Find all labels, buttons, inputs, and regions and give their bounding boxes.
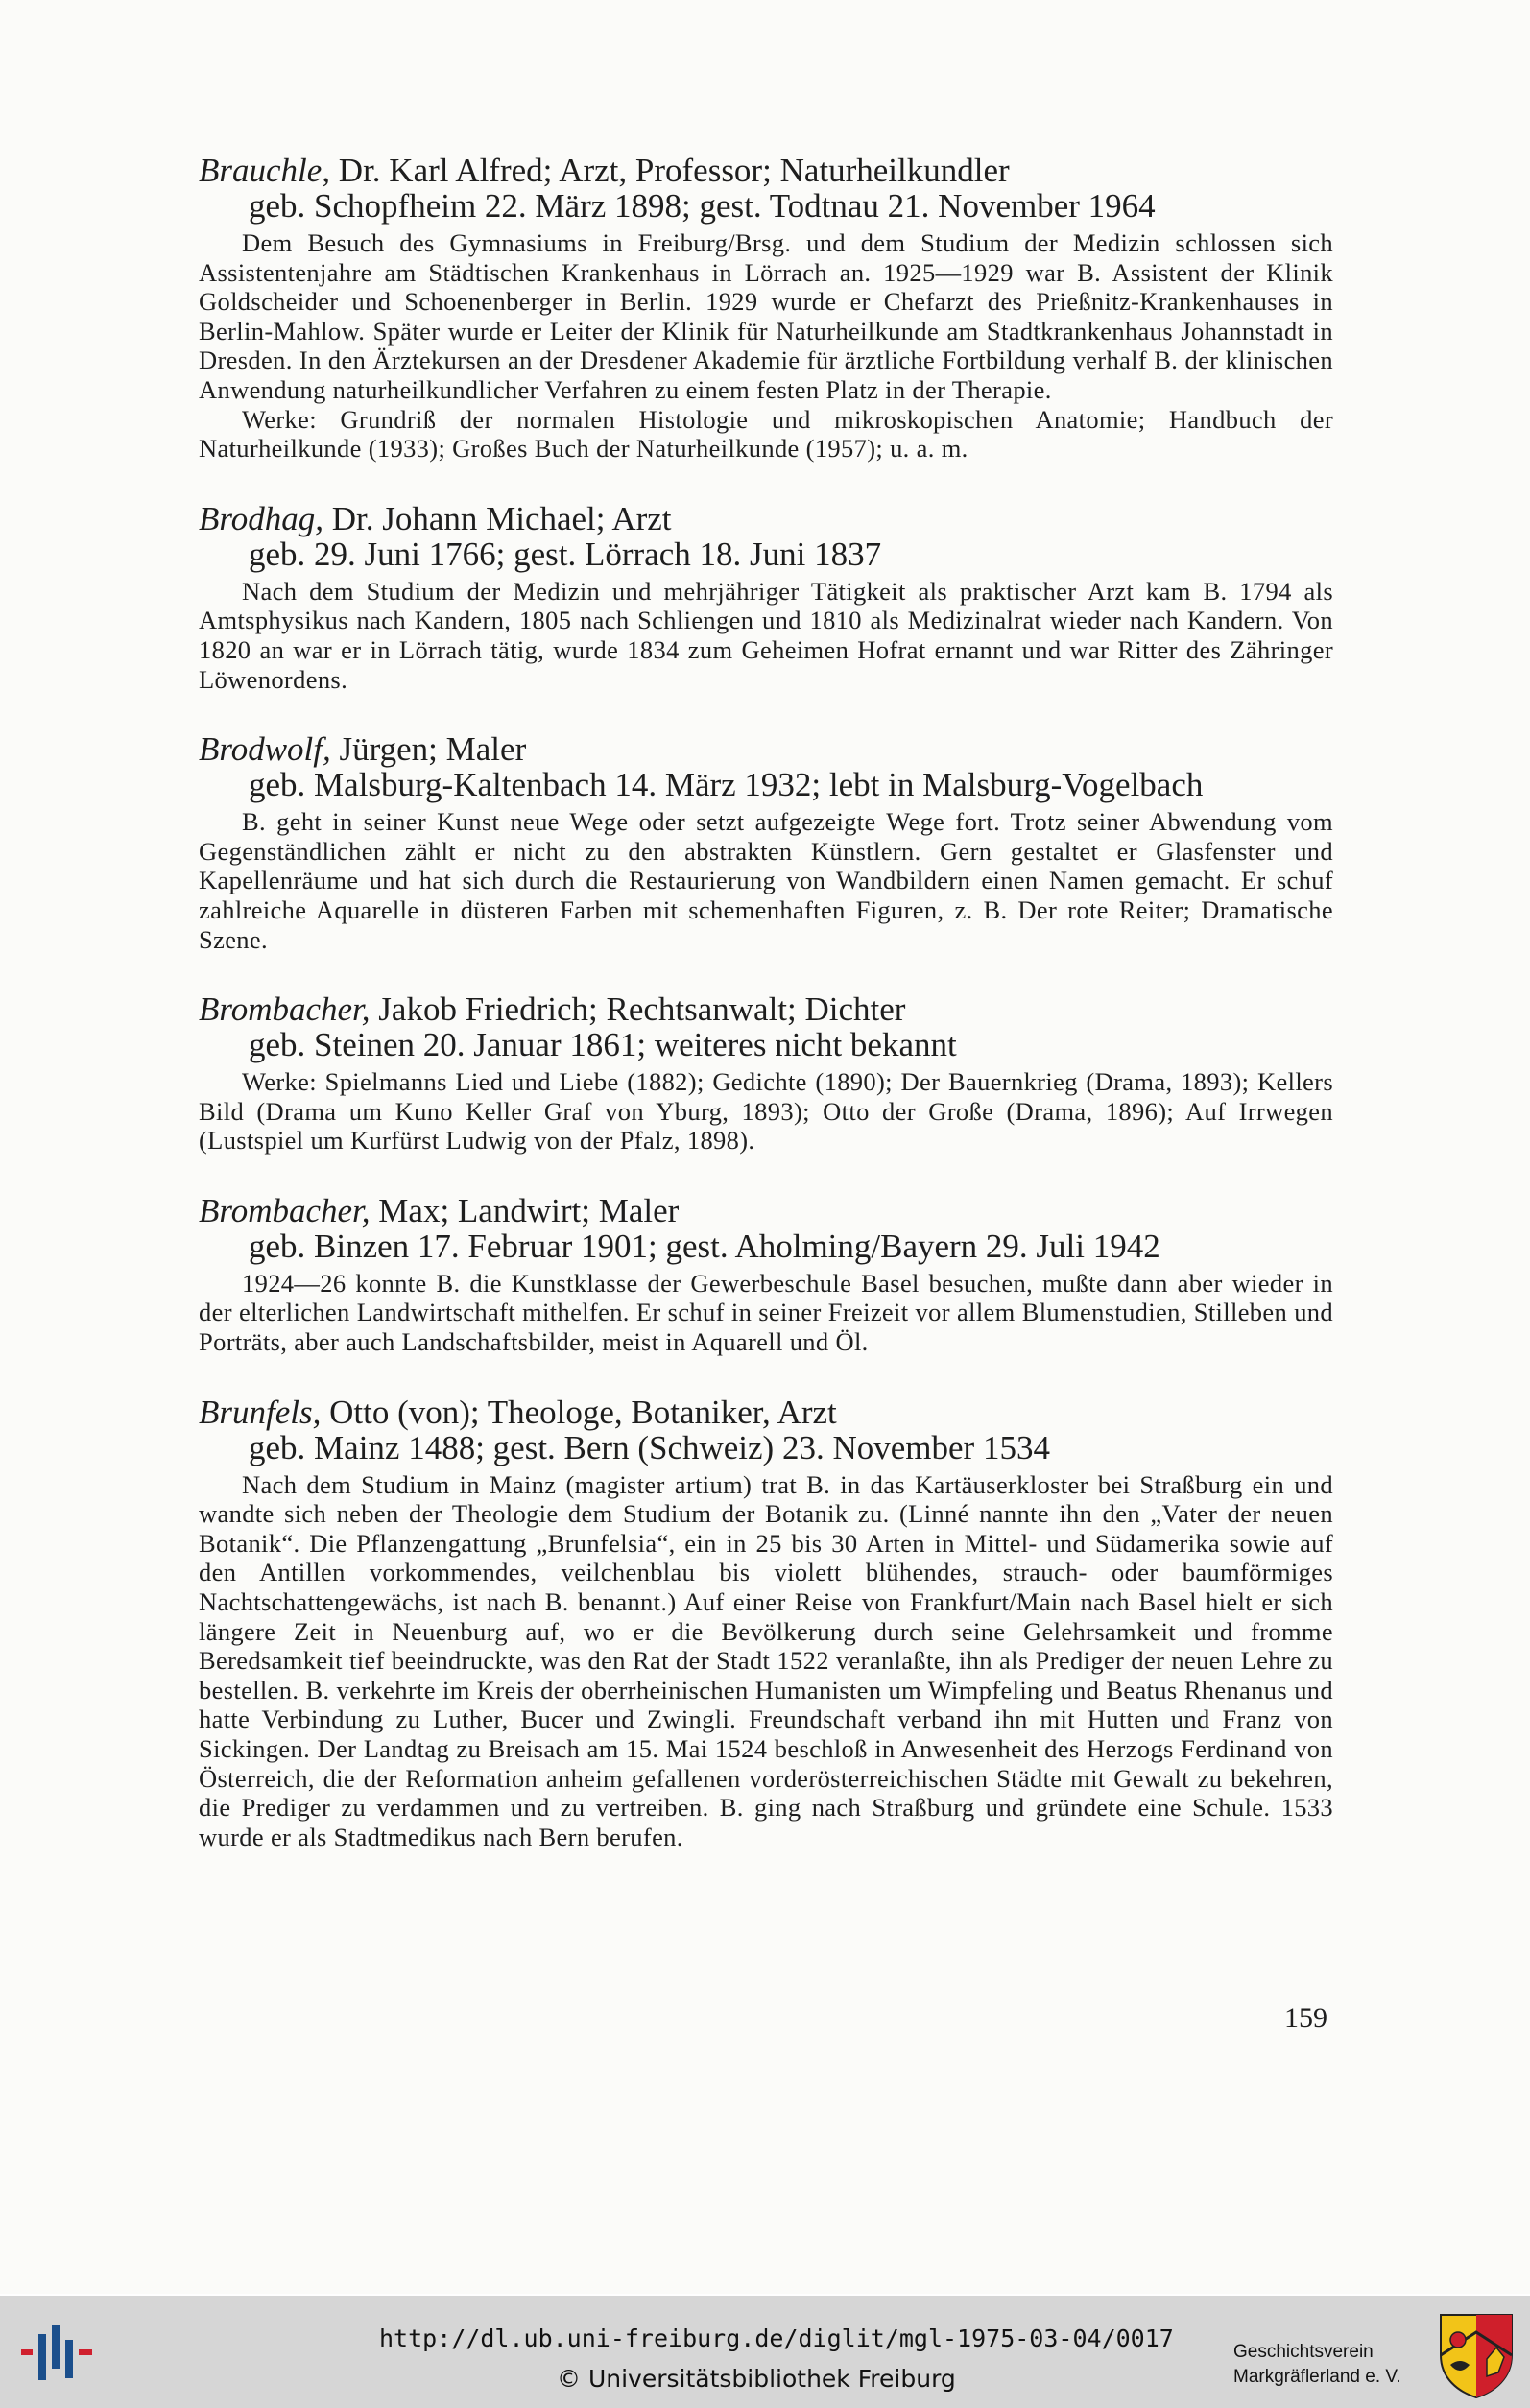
entry-life-dates: geb. Mainz 1488; gest. Bern (Schweiz) 23. November 1534 bbox=[249, 1428, 1050, 1466]
entry-life-dates: geb. Malsburg-Kaltenbach 14. März 1932; lebt in Malsburg-Vogelbach bbox=[249, 766, 1204, 804]
entry-surname: Brunfels, bbox=[199, 1393, 322, 1431]
entry-paragraph: Dem Besuch des Gymnasiums in Freiburg/Brsg. und dem Studium der Medizin schlossen sich Assistentenjahre am Städtischen Krankenhaus in Lörrach an. 1925—1929 war B. Assistent der Klinik Goldscheider und Schoenenberger in Berlin. 1929 wurde er Chefarzt des Prießnitz-Krankenhauses in Berlin-Mahlow. Später wurde er Leiter der Klinik für Naturheilkunde am Stadtkrankenhaus Johannstadt in Dresden. In den Ärztekursen an der Dresdener Akademie für ärztliche Fortbildung verhalf B. der klinischen Anwendung naturheilkundlicher Verfahren zu einem festen Platz in der Therapie. bbox=[199, 228, 1333, 404]
coat-of-arms-icon bbox=[1437, 2311, 1516, 2399]
permalink-url[interactable]: http://dl.ub.uni-freiburg.de/diglit/mgl-1975-03-04/0017 bbox=[379, 2325, 1174, 2352]
entry-surname: Brauchle, bbox=[199, 152, 331, 189]
entry-paragraph: Werke: Grundriß der normalen Histologie und mikroskopischen Anatomie; Handbuch der Naturheilkunde (1933); Großes Buch der Naturheilkunde (1957); u. a. m. bbox=[199, 404, 1333, 464]
entry-heading bbox=[199, 499, 1333, 537]
entry-brombacher-max bbox=[199, 1191, 1333, 1357]
entry-life-dates: geb. Schopfheim 22. März 1898; gest. Todtnau 21. November 1964 bbox=[249, 187, 1156, 225]
entry-surname: Brombacher, bbox=[199, 1191, 371, 1229]
entry-name-details: Dr. Johann Michael; Arzt bbox=[323, 499, 672, 537]
ub-freiburg-logo-icon[interactable] bbox=[21, 2325, 96, 2380]
entry-heading bbox=[199, 1395, 1333, 1430]
entry-heading bbox=[199, 992, 1333, 1027]
entry-heading bbox=[199, 1191, 1333, 1229]
entry-name-details: Otto (von); Theologe, Botaniker, Arzt bbox=[321, 1393, 837, 1431]
entry-heading bbox=[199, 154, 1333, 188]
entry-name-details: Jürgen; Maler bbox=[330, 730, 527, 769]
entry-heading bbox=[199, 732, 1333, 767]
entry-paragraph: 1924—26 konnte B. die Kunstklasse der Gewerbeschule Basel besuchen, mußte dann aber wieder in der elterlichen Landwirtschaft mithelfen. Er schuf in seiner Freizeit vor allem Blumenstudien, Stilleben und Porträts, aber auch Landschaftsbilder, meist in Aquarell und Öl. bbox=[199, 1268, 1333, 1357]
society-name bbox=[1233, 2340, 1401, 2390]
entry-brombacher-jakob bbox=[199, 992, 1333, 1156]
entry-paragraph: Nach dem Studium in Mainz (magister artium) trat B. in das Kartäuserkloster bei Straßburg ein und wandte sich neben der Theologie dem Studium der Botanik zu. (Linné nannte ihn den „Vater der neuen Botanik“. Die Pflanzengattung „Brunfelsia“, ein in 25 bis 30 Arten in Mittel- und Südamerika sowie auf den Antillen vorkommendes, veilchenblau bis violett blühendes, strauch- oder baumförmiges Nachtschattengewächs, ist nach B. benannt.) Auf einer Reise von Frankfurt/Main nach Basel hielt er sich längere Zeit in Neuenburg auf, wo er die Bevölkerung durch seine Gelehrsamkeit und fromme Beredsamkeit tief beeindruckte, was den Rat der Stadt 1522 veranlaßte, ihn als Prediger der neuen Lehre zu bestellen. B. verkehrte im Kreis der oberrheinischen Humanisten um Wimpfeling und Beatus Rhenanus und hatte Verbindung zu Luther, Bucer und Zwingli. Freundschaft verband ihn mit Hutten und Franz von Sickingen. Der Landtag zu Breisach am 15. Mai 1524 beschloß in Anwesenheit des Herzogs Ferdinand von Österreich, die der Reformation anheim gefallenen vorderösterreichischen Städte mit Gewalt zu bekehren, die Prediger zu verdammen und zu vertreiben. B. ging nach Straßburg und gründete eine Schule. 1533 wurde er als Stadtmedikus nach Bern berufen. bbox=[199, 1469, 1333, 1851]
footer-bar bbox=[0, 2296, 1530, 2408]
entry-name-details: Dr. Karl Alfred; Arzt, Professor; Naturheilkundler bbox=[330, 152, 1010, 189]
society-name-line1: Geschichtsverein bbox=[1233, 2342, 1374, 2362]
entry-surname: Brombacher, bbox=[199, 990, 371, 1029]
page-number: 159 bbox=[1284, 2002, 1327, 2034]
entry-paragraph: Werke: Spielmanns Lied und Liebe (1882); Gedichte (1890); Der Bauernkrieg (Drama, 1893); Kellers Bild (Drama um Kuno Keller Graf von Yburg, 1893); Otto der Große (Drama, 1896); Auf Irrwegen (Lustspiel um Kurfürst Ludwig von der Pfalz, 1898). bbox=[199, 1067, 1333, 1156]
society-name-line2: Markgräflerland e. V. bbox=[1233, 2367, 1401, 2387]
entry-surname: Brodhag, bbox=[199, 499, 323, 537]
entry-surname: Brodwolf, bbox=[199, 730, 331, 769]
entries-column bbox=[199, 154, 1333, 1890]
entry-brunfels bbox=[199, 1395, 1333, 1852]
entry-paragraph: B. geht in seiner Kunst neue Wege oder setzt aufgezeigte Wege fort. Trotz seiner Abwendung vom Gegenständlichen zählt er nicht zu den abstrakten Künstlern. Gern gestaltet er Glasfenster und Kapellenräume und hat sich durch die Restaurierung von Wandbildern einen Namen gemacht. Er schuf zahlreiche Aquarelle in düsteren Farben mit schemenhaften Figuren, z. B. Der rote Reiter; Dramatische Szene. bbox=[199, 807, 1333, 954]
entry-life-dates: geb. Binzen 17. Februar 1901; gest. Aholming/Bayern 29. Juli 1942 bbox=[249, 1227, 1160, 1265]
entry-name-details: Jakob Friedrich; Rechtsanwalt; Dichter bbox=[370, 990, 906, 1029]
entry-life-dates: geb. Steinen 20. Januar 1861; weiteres nicht bekannt bbox=[249, 1026, 957, 1064]
entry-name-details: Max; Landwirt; Maler bbox=[370, 1191, 680, 1229]
entry-life-dates: geb. 29. Juni 1766; gest. Lörrach 18. Juni 1837 bbox=[249, 535, 882, 573]
entry-paragraph: Nach dem Studium der Medizin und mehrjähriger Tätigkeit als praktischer Arzt kam B. 1794 als Amtsphysikus nach Kandern, 1805 nach Schliengen und 1810 als Medizinalrat wieder nach Kandern. Von 1820 an war er in Lörrach tätig, wurde 1834 zum Geheimen Hofrat ernannt und war Ritter des Zähringer Löwenordens. bbox=[199, 576, 1333, 694]
entry-brauchle bbox=[199, 154, 1333, 464]
entry-brodwolf bbox=[199, 732, 1333, 954]
copyright-text: © Universitätsbibliothek Freiburg bbox=[557, 2365, 956, 2393]
entry-brodhag bbox=[199, 499, 1333, 694]
